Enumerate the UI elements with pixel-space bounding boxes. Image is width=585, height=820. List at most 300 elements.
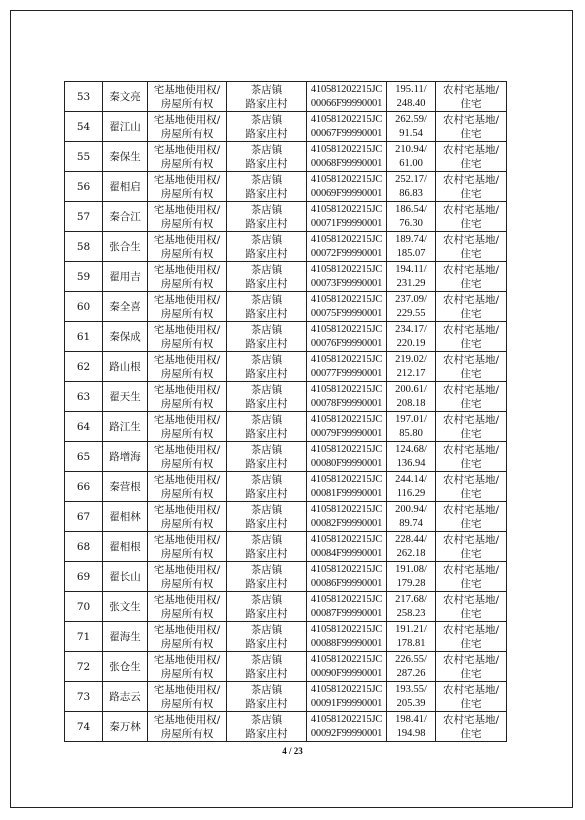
location-text: 路家庄村	[245, 607, 288, 620]
row-number-cell	[65, 682, 103, 712]
unit-code-text: 00086F99990001	[310, 577, 383, 589]
row-number-text: 66	[76, 480, 91, 493]
land-use-text: 住宅	[460, 547, 482, 560]
land-use-text: 农村宅基地/	[442, 473, 500, 486]
area-text: 61.00	[399, 157, 423, 169]
land-use-cell	[436, 682, 507, 712]
location-text: 茶店镇	[250, 173, 283, 186]
table-row	[65, 502, 507, 532]
area-text: 89.74	[399, 517, 423, 529]
land-use-cell	[436, 232, 507, 262]
row-number-cell	[65, 532, 103, 562]
land-use-text: 住宅	[460, 517, 482, 530]
land-use-cell	[436, 112, 507, 142]
unit-code-text: 410581202215JC	[310, 383, 383, 395]
table-row	[65, 352, 507, 382]
row-number-cell	[65, 142, 103, 172]
area-cell	[387, 442, 436, 472]
unit-code-text: 00092F99990001	[310, 727, 383, 739]
right-type-text: 宅基地使用权/	[153, 503, 221, 516]
owner-name-cell	[103, 502, 148, 532]
unit-code-text: 00082F99990001	[310, 517, 383, 529]
area-text: 124.68/	[395, 443, 427, 455]
location-text: 路家庄村	[245, 307, 288, 320]
land-use-cell	[436, 322, 507, 352]
location-cell	[227, 592, 307, 622]
table-row	[65, 82, 507, 112]
unit-code-text: 00081F99990001	[310, 487, 383, 499]
table-row	[65, 142, 507, 172]
land-use-text: 农村宅基地/	[442, 563, 500, 576]
land-use-text: 住宅	[460, 97, 482, 110]
right-type-text: 宅基地使用权/	[153, 233, 221, 246]
unit-code-cell	[307, 712, 387, 742]
area-cell	[387, 532, 436, 562]
area-text: 86.83	[399, 187, 423, 199]
land-use-cell	[436, 172, 507, 202]
area-text: 220.19	[396, 337, 426, 349]
location-text: 茶店镇	[250, 533, 283, 546]
row-number-text: 57	[76, 210, 91, 223]
right-type-text: 房屋所有权	[160, 337, 214, 350]
row-number-text: 53	[76, 90, 91, 103]
location-cell	[227, 112, 307, 142]
row-number-cell	[65, 112, 103, 142]
land-use-text: 农村宅基地/	[442, 533, 500, 546]
land-use-cell	[436, 502, 507, 532]
location-text: 茶店镇	[250, 143, 283, 156]
row-number-text: 58	[76, 240, 91, 253]
row-number-cell	[65, 292, 103, 322]
area-cell	[387, 112, 436, 142]
right-type-text: 宅基地使用权/	[153, 143, 221, 156]
right-type-text: 宅基地使用权/	[153, 443, 221, 456]
table-row	[65, 412, 507, 442]
right-type-text: 房屋所有权	[160, 277, 214, 290]
row-number-text: 74	[76, 720, 91, 733]
row-number-cell	[65, 562, 103, 592]
row-number-cell	[65, 322, 103, 352]
table-row	[65, 562, 507, 592]
land-use-text: 住宅	[460, 727, 482, 740]
right-type-text: 房屋所有权	[160, 667, 214, 680]
right-type-text: 房屋所有权	[160, 727, 214, 740]
location-text: 茶店镇	[250, 683, 283, 696]
area-cell	[387, 412, 436, 442]
unit-code-text: 410581202215JC	[310, 593, 383, 605]
unit-code-cell	[307, 352, 387, 382]
area-text: 136.94	[396, 457, 426, 469]
table-row	[65, 442, 507, 472]
right-type-cell	[148, 382, 227, 412]
right-type-cell	[148, 622, 227, 652]
area-cell	[387, 562, 436, 592]
right-type-text: 宅基地使用权/	[153, 533, 221, 546]
land-use-text: 住宅	[460, 157, 482, 170]
area-text: 191.21/	[395, 623, 427, 635]
location-cell	[227, 652, 307, 682]
row-number-text: 63	[76, 390, 91, 403]
right-type-text: 房屋所有权	[160, 97, 214, 110]
land-use-text: 住宅	[460, 487, 482, 500]
unit-code-text: 00066F99990001	[310, 97, 383, 109]
table-row	[65, 112, 507, 142]
table-row	[65, 292, 507, 322]
owner-name-text: 路志云	[109, 690, 141, 703]
area-cell	[387, 322, 436, 352]
unit-code-cell	[307, 592, 387, 622]
unit-code-text: 00075F99990001	[310, 307, 383, 319]
area-cell	[387, 172, 436, 202]
unit-code-text: 410581202215JC	[310, 263, 383, 275]
land-use-text: 农村宅基地/	[442, 83, 500, 96]
right-type-text: 宅基地使用权/	[153, 593, 221, 606]
owner-name-text: 秦文亮	[109, 90, 141, 103]
location-cell	[227, 352, 307, 382]
row-number-cell	[65, 352, 103, 382]
right-type-text: 宅基地使用权/	[153, 653, 221, 666]
location-text: 路家庄村	[245, 667, 288, 680]
right-type-text: 房屋所有权	[160, 247, 214, 260]
right-type-text: 宅基地使用权/	[153, 353, 221, 366]
right-type-text: 房屋所有权	[160, 697, 214, 710]
location-cell	[227, 412, 307, 442]
unit-code-text: 00069F99990001	[310, 187, 383, 199]
owner-name-cell	[103, 532, 148, 562]
right-type-text: 宅基地使用权/	[153, 113, 221, 126]
unit-code-text: 410581202215JC	[310, 203, 383, 215]
right-type-cell	[148, 682, 227, 712]
area-cell	[387, 382, 436, 412]
area-cell	[387, 592, 436, 622]
location-text: 路家庄村	[245, 187, 288, 200]
unit-code-cell	[307, 682, 387, 712]
right-type-cell	[148, 262, 227, 292]
land-use-cell	[436, 382, 507, 412]
land-use-text: 住宅	[460, 397, 482, 410]
right-type-text: 房屋所有权	[160, 457, 214, 470]
table-row	[65, 592, 507, 622]
location-text: 路家庄村	[245, 397, 288, 410]
unit-code-text: 410581202215JC	[310, 473, 383, 485]
location-text: 茶店镇	[250, 623, 283, 636]
right-type-text: 宅基地使用权/	[153, 623, 221, 636]
land-use-text: 住宅	[460, 217, 482, 230]
table-row	[65, 712, 507, 742]
right-type-text: 宅基地使用权/	[153, 473, 221, 486]
location-text: 茶店镇	[250, 83, 283, 96]
area-cell	[387, 292, 436, 322]
location-cell	[227, 502, 307, 532]
area-text: 186.54/	[395, 203, 427, 215]
location-text: 路家庄村	[245, 577, 288, 590]
right-type-cell	[148, 712, 227, 742]
owner-name-text: 翟天生	[109, 390, 141, 403]
row-number-cell	[65, 712, 103, 742]
unit-code-cell	[307, 292, 387, 322]
row-number-cell	[65, 442, 103, 472]
location-text: 路家庄村	[245, 247, 288, 260]
page-number: 4 / 23	[282, 746, 303, 756]
unit-code-text: 410581202215JC	[310, 443, 383, 455]
land-use-text: 住宅	[460, 187, 482, 200]
area-text: 287.26	[396, 667, 426, 679]
owner-name-text: 张仓生	[109, 660, 141, 673]
right-type-text: 房屋所有权	[160, 577, 214, 590]
owner-name-cell	[103, 112, 148, 142]
land-use-text: 农村宅基地/	[442, 293, 500, 306]
unit-code-text: 00087F99990001	[310, 607, 383, 619]
owner-name-cell	[103, 142, 148, 172]
area-text: 179.28	[396, 577, 426, 589]
unit-code-text: 410581202215JC	[310, 233, 383, 245]
table-row	[65, 202, 507, 232]
location-cell	[227, 202, 307, 232]
land-use-text: 住宅	[460, 577, 482, 590]
right-type-text: 宅基地使用权/	[153, 683, 221, 696]
unit-code-text: 00073F99990001	[310, 277, 383, 289]
area-text: 219.02/	[395, 353, 427, 365]
unit-code-text: 00080F99990001	[310, 457, 383, 469]
owner-name-text: 翟相根	[109, 540, 141, 553]
owner-name-text: 秦保成	[109, 330, 141, 343]
location-text: 路家庄村	[245, 427, 288, 440]
area-text: 226.55/	[395, 653, 427, 665]
unit-code-cell	[307, 472, 387, 502]
unit-code-text: 00091F99990001	[310, 697, 383, 709]
owner-name-cell	[103, 172, 148, 202]
right-type-cell	[148, 502, 227, 532]
location-text: 茶店镇	[250, 383, 283, 396]
area-cell	[387, 202, 436, 232]
row-number-text: 70	[76, 600, 91, 613]
unit-code-text: 00067F99990001	[310, 127, 383, 139]
unit-code-text: 00088F99990001	[310, 637, 383, 649]
land-use-text: 住宅	[460, 367, 482, 380]
area-text: 185.07	[396, 247, 426, 259]
land-use-cell	[436, 82, 507, 112]
location-cell	[227, 532, 307, 562]
area-text: 200.94/	[395, 503, 427, 515]
area-text: 178.81	[396, 637, 426, 649]
land-use-text: 住宅	[460, 277, 482, 290]
land-use-cell	[436, 532, 507, 562]
property-registry-table	[64, 81, 507, 742]
area-text: 210.94/	[395, 143, 427, 155]
location-text: 茶店镇	[250, 113, 283, 126]
owner-name-text: 秦万林	[109, 720, 141, 733]
unit-code-cell	[307, 232, 387, 262]
area-text: 76.30	[399, 217, 423, 229]
row-number-text: 62	[76, 360, 91, 373]
location-cell	[227, 322, 307, 352]
right-type-text: 房屋所有权	[160, 607, 214, 620]
unit-code-cell	[307, 322, 387, 352]
land-use-text: 农村宅基地/	[442, 233, 500, 246]
owner-name-text: 秦保生	[109, 150, 141, 163]
row-number-text: 56	[76, 180, 91, 193]
location-text: 路家庄村	[245, 697, 288, 710]
unit-code-cell	[307, 82, 387, 112]
unit-code-cell	[307, 652, 387, 682]
right-type-cell	[148, 232, 227, 262]
area-cell	[387, 82, 436, 112]
area-text: 195.11/	[395, 83, 427, 95]
land-use-cell	[436, 262, 507, 292]
right-type-text: 房屋所有权	[160, 547, 214, 560]
land-use-text: 住宅	[460, 697, 482, 710]
area-text: 198.41/	[395, 713, 427, 725]
owner-name-text: 翟用吉	[109, 270, 141, 283]
location-text: 路家庄村	[245, 217, 288, 230]
unit-code-cell	[307, 412, 387, 442]
row-number-cell	[65, 172, 103, 202]
location-text: 路家庄村	[245, 337, 288, 350]
unit-code-text: 00090F99990001	[310, 667, 383, 679]
location-cell	[227, 622, 307, 652]
table-row	[65, 262, 507, 292]
right-type-text: 房屋所有权	[160, 217, 214, 230]
land-use-cell	[436, 712, 507, 742]
row-number-text: 71	[76, 630, 91, 643]
land-use-cell	[436, 412, 507, 442]
area-text: 197.01/	[395, 413, 427, 425]
right-type-cell	[148, 82, 227, 112]
right-type-text: 房屋所有权	[160, 127, 214, 140]
table-row	[65, 322, 507, 352]
location-cell	[227, 442, 307, 472]
unit-code-text: 00076F99990001	[310, 337, 383, 349]
row-number-text: 60	[76, 300, 91, 313]
area-text: 194.98	[396, 727, 426, 739]
location-text: 路家庄村	[245, 487, 288, 500]
right-type-text: 宅基地使用权/	[153, 203, 221, 216]
table-row	[65, 652, 507, 682]
right-type-text: 房屋所有权	[160, 637, 214, 650]
area-cell	[387, 712, 436, 742]
location-text: 路家庄村	[245, 97, 288, 110]
area-text: 234.17/	[395, 323, 427, 335]
location-text: 路家庄村	[245, 367, 288, 380]
land-use-text: 农村宅基地/	[442, 443, 500, 456]
land-use-text: 农村宅基地/	[442, 713, 500, 726]
land-use-text: 农村宅基地/	[442, 503, 500, 516]
unit-code-text: 410581202215JC	[310, 413, 383, 425]
unit-code-text: 00072F99990001	[310, 247, 383, 259]
land-use-text: 农村宅基地/	[442, 203, 500, 216]
area-text: 231.29	[396, 277, 426, 289]
land-use-cell	[436, 202, 507, 232]
table-row	[65, 172, 507, 202]
unit-code-text: 00071F99990001	[310, 217, 383, 229]
location-text: 茶店镇	[250, 713, 283, 726]
table-row	[65, 682, 507, 712]
unit-code-text: 410581202215JC	[310, 653, 383, 665]
right-type-text: 宅基地使用权/	[153, 383, 221, 396]
area-cell	[387, 502, 436, 532]
unit-code-cell	[307, 532, 387, 562]
row-number-cell	[65, 472, 103, 502]
area-text: 205.39	[396, 697, 426, 709]
row-number-text: 69	[76, 570, 91, 583]
location-text: 茶店镇	[250, 593, 283, 606]
area-cell	[387, 622, 436, 652]
row-number-cell	[65, 82, 103, 112]
row-number-text: 64	[76, 420, 91, 433]
unit-code-text: 410581202215JC	[310, 113, 383, 125]
row-number-cell	[65, 202, 103, 232]
location-text: 路家庄村	[245, 277, 288, 290]
owner-name-text: 翟相林	[109, 510, 141, 523]
location-text: 路家庄村	[245, 547, 288, 560]
land-use-text: 住宅	[460, 337, 482, 350]
right-type-text: 宅基地使用权/	[153, 323, 221, 336]
unit-code-text: 410581202215JC	[310, 533, 383, 545]
location-text: 茶店镇	[250, 413, 283, 426]
row-number-cell	[65, 262, 103, 292]
location-text: 路家庄村	[245, 517, 288, 530]
land-use-cell	[436, 472, 507, 502]
location-text: 路家庄村	[245, 127, 288, 140]
unit-code-text: 410581202215JC	[310, 563, 383, 575]
right-type-cell	[148, 592, 227, 622]
unit-code-text: 410581202215JC	[310, 143, 383, 155]
row-number-cell	[65, 232, 103, 262]
owner-name-cell	[103, 202, 148, 232]
row-number-text: 59	[76, 270, 91, 283]
area-text: 258.23	[396, 607, 426, 619]
row-number-cell	[65, 412, 103, 442]
area-cell	[387, 142, 436, 172]
owner-name-text: 翟相启	[109, 180, 141, 193]
owner-name-cell	[103, 352, 148, 382]
unit-code-cell	[307, 622, 387, 652]
right-type-cell	[148, 112, 227, 142]
right-type-cell	[148, 472, 227, 502]
right-type-cell	[148, 652, 227, 682]
area-text: 229.55	[396, 307, 426, 319]
area-text: 248.40	[396, 97, 426, 109]
owner-name-text: 秦合江	[109, 210, 141, 223]
land-use-text: 住宅	[460, 637, 482, 650]
unit-code-text: 410581202215JC	[310, 323, 383, 335]
location-cell	[227, 712, 307, 742]
land-use-text: 农村宅基地/	[442, 383, 500, 396]
area-cell	[387, 232, 436, 262]
table-row	[65, 532, 507, 562]
area-text: 262.59/	[395, 113, 427, 125]
land-use-text: 住宅	[460, 307, 482, 320]
right-type-text: 宅基地使用权/	[153, 293, 221, 306]
owner-name-text: 路山根	[109, 360, 141, 373]
right-type-text: 房屋所有权	[160, 187, 214, 200]
unit-code-text: 410581202215JC	[310, 173, 383, 185]
area-cell	[387, 352, 436, 382]
land-use-cell	[436, 142, 507, 172]
right-type-text: 宅基地使用权/	[153, 173, 221, 186]
unit-code-cell	[307, 112, 387, 142]
land-use-cell	[436, 352, 507, 382]
land-use-cell	[436, 292, 507, 322]
location-cell	[227, 232, 307, 262]
owner-name-text: 秦营根	[109, 480, 141, 493]
area-text: 191.08/	[395, 563, 427, 575]
land-use-text: 农村宅基地/	[442, 653, 500, 666]
owner-name-cell	[103, 442, 148, 472]
land-use-text: 住宅	[460, 457, 482, 470]
land-use-text: 农村宅基地/	[442, 143, 500, 156]
right-type-text: 宅基地使用权/	[153, 413, 221, 426]
